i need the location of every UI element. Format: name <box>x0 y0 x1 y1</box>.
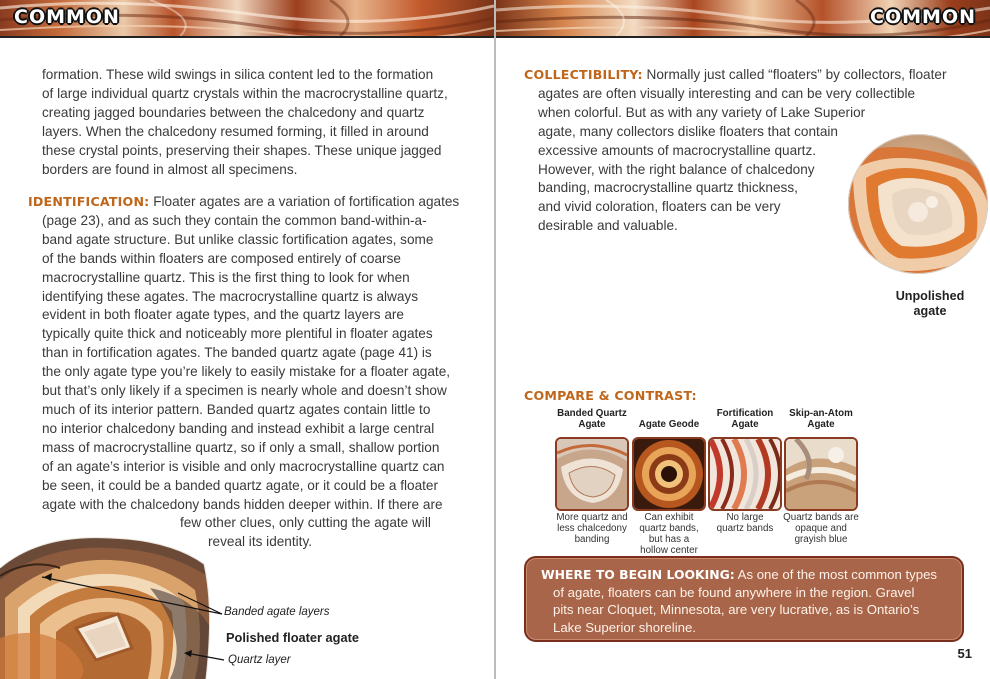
label-line: Agate <box>731 419 759 430</box>
compare-item-label <box>778 408 864 430</box>
callout-quartz-layer: Quartz layer <box>228 654 291 666</box>
label-line <box>626 408 712 419</box>
banner-left <box>0 0 494 36</box>
banner-right <box>496 0 990 36</box>
text-line: agates are often visually interesting and can be very collectible <box>538 85 916 101</box>
text-line: much of its interior pattern. Banded quartz agates contain little to <box>42 401 431 417</box>
desc-line: Can exhibit <box>644 512 694 523</box>
desc-line: No large <box>726 512 764 523</box>
desc-line: Quartz bands are <box>783 512 859 523</box>
text-line: than in fortification agates. The banded quartz agate (page 41) is <box>42 345 432 361</box>
identification-first-line <box>28 193 488 212</box>
banner-title: COMMON <box>14 6 120 28</box>
text-line: Lake Superior shoreline. <box>553 619 696 635</box>
identification-body <box>28 212 488 552</box>
unpolished-agate-photo <box>848 122 988 284</box>
page-number: 51 <box>957 646 972 661</box>
text-line: excessive amounts of macrocrystalline quartz. <box>538 142 817 158</box>
compare-item-label <box>626 408 712 430</box>
text-line: the only agate type you’re likely to easily mistake for a floater agate, <box>42 364 451 380</box>
text-line: these crystal points, preserving their shapes. These unique jagged <box>42 142 442 158</box>
text-line: agate, many collectors dislike floaters that contain <box>538 123 838 139</box>
text-line: desirable and valuable. <box>538 218 678 234</box>
text-line: However, with the right balance of chalcedony <box>538 161 815 177</box>
text-line: few other clues, only cutting the agate will <box>180 515 431 531</box>
text-line: and vivid coloration, floaters can be very <box>538 199 781 215</box>
banded-quartz-agate-thumbnail <box>555 437 629 511</box>
text-line: of an agate’s interior is visible and only macrocrystalline quartz can <box>42 458 445 474</box>
where-text <box>541 566 948 636</box>
text-line: Normally just called “floaters” by collectors, floater <box>642 67 947 82</box>
intro-paragraph <box>42 66 482 179</box>
caption-line: Unpolished <box>895 289 965 303</box>
compare-item-label <box>702 408 788 430</box>
fortification-agate-thumbnail <box>708 437 782 511</box>
text-line: of large individual quartz crystals within the macrocrystalline quartz, <box>42 85 448 101</box>
banner-title: COMMON <box>870 6 976 28</box>
text-line: of agate, floaters can be found anywhere in the region. Gravel <box>553 584 915 600</box>
text-line: Floater agates are a variation of fortification agates <box>149 194 460 209</box>
label-line: Agate Geode <box>638 419 700 430</box>
desc-line: quartz bands, <box>639 523 699 534</box>
desc-line: but has a <box>648 534 690 545</box>
label-line: Agate <box>578 419 606 430</box>
text-line: macrocrystalline quartz. This is the first thing to look for when <box>42 269 410 285</box>
banner-rule <box>496 36 990 38</box>
text-line: layers. When the chalcedony resumed forming, it filled in around <box>42 123 429 139</box>
text-line: typically quite thick and noticeably more plentiful in floater agates <box>42 326 433 342</box>
where-first-line <box>541 566 948 584</box>
desc-line: opaque and <box>795 523 847 534</box>
label-line: Agate <box>807 419 835 430</box>
desc-line: grayish blue <box>794 534 848 545</box>
label-line: Skip-an-Atom <box>789 408 853 419</box>
agate-geode-thumbnail <box>632 437 706 511</box>
text-line: identifying these agates. The macrocrystalline quartz is always <box>42 288 419 304</box>
compare-item-label <box>549 408 635 430</box>
text-line: band agate structure. But unlike classic fortification agates, some <box>42 231 434 247</box>
skip-an-atom-agate-thumbnail <box>784 437 858 511</box>
collectibility-first-line <box>524 66 964 85</box>
text-line: agate with the chalcedony bands hidden deeper within. If there are <box>42 496 443 512</box>
label-line: Banded Quartz <box>557 408 627 419</box>
compare-contrast-heading: COMPARE & CONTRAST: <box>524 388 697 403</box>
left-page <box>0 0 494 679</box>
text-line: when colorful. But as with any variety of Lake Superior <box>538 104 866 120</box>
text-line: be seen, it could be a banded quartz agate, or it could be a floater <box>42 477 439 493</box>
where-to-begin-looking-box <box>524 556 964 642</box>
caption-line: agate <box>913 304 947 318</box>
text-line: no interior chalcedony banding and instead exhibit a large central <box>42 420 435 436</box>
where-heading: WHERE TO BEGIN LOOKING: <box>541 567 735 582</box>
text-line: evident in both floater agate types, and the quartz layers are <box>42 307 404 323</box>
text-line: formation. These wild swings in silica content led to the formation <box>42 67 434 82</box>
text-line: but that’s only likely if a specimen is nearly whole and doesn’t show <box>42 383 447 399</box>
identification-heading: IDENTIFICATION: <box>28 194 150 209</box>
identification-section <box>28 193 488 552</box>
desc-line: quartz bands <box>716 523 774 534</box>
desc-line: less chalcedony <box>557 523 627 534</box>
banner-rule <box>0 36 494 38</box>
desc-line: More quartz and <box>556 512 628 523</box>
text-line: pits near Cloquet, Minnesota, are very lucrative, as is Ontario’s <box>553 602 920 617</box>
text-line: mass of macrocrystalline quartz, so if only a small, shallow portion <box>42 439 440 455</box>
text-line: banding, macrocrystalline quartz thickness, <box>538 180 798 196</box>
text-line: As one of the most common types <box>734 567 938 582</box>
text-line: reveal its identity. <box>208 534 313 550</box>
text-line: borders are found in almost all specimens. <box>42 161 298 177</box>
text-line: of the bands within floaters are composed entirely of coarse <box>42 250 401 266</box>
collectibility-heading: COLLECTIBILITY: <box>524 67 643 82</box>
desc-line: hollow center <box>640 545 698 556</box>
label-line: Fortification <box>716 408 774 419</box>
photo-caption: Polished floater agate <box>226 630 359 645</box>
text-line: (page 23), and as such they contain the common band-within-a- <box>42 212 427 228</box>
desc-line: banding <box>574 534 610 545</box>
callout-banded-layers: Banded agate layers <box>224 606 330 618</box>
compare-item-description <box>776 512 866 545</box>
text-line: creating jagged boundaries between the chalcedony and quartz <box>42 104 425 120</box>
unpolished-agate-caption <box>870 289 990 319</box>
